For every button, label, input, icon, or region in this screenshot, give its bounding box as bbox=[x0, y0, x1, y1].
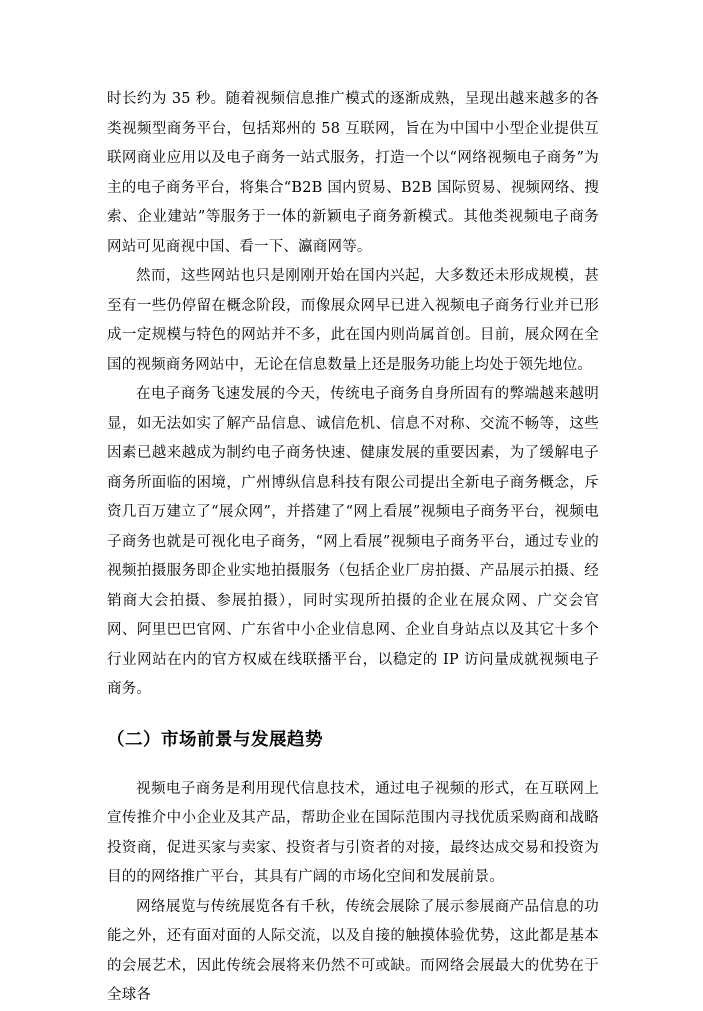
paragraph-5: 网络展览与传统展览各有千秋，传统会展除了展示参展商产品信息的功能之外，还有面对面的人际交流，以及自接的触摸体验优势，这此都是基本的会展艺术，因此传统会展将来仍然不可或缺。而网络会展最大的优势在于全球各 bbox=[107, 898, 599, 1003]
document-page bbox=[107, 85, 599, 1011]
paragraph-3: 在电子商务飞速发展的今天，传统电子商务自身所固有的弊端越来越明显，如无法如实了解产品信息、诚信危机、信息不对称、交流不畅等，这些因素已越来越成为制约电子商务快速、健康发展的重要因素，为了缓解电子商务所面临的困境，广州博纵信息科技有限公司提出全新电子商务概念，斥资几百万建立了“展众网”，并搭建了“网上看展”视频电子商务平台，视频电子商务也就是可视化电子商务，“网上看展”视频电子商务平台，通过专业的视频拍摄服务即企业实地拍摄服务（包括企业厂房拍摄、产品展示拍摄、经销商大会拍摄、参展拍摄），同时实现所拍摄的企业在展众网、广交会官网、阿里巴巴官网、广东省中小企业信息网、企业自身站点以及其它十多个行业网站在内的官方权威在线联播平台，以稳定的 IP 访问量成就视频电子商务。 bbox=[107, 386, 599, 697]
paragraph-4: 视频电子商务是利用现代信息技术，通过电子视频的形式，在互联网上宣传推介中小企业及其产品，帮助企业在国际范围内寻找优质采购商和战略投资商，促进买家与卖家、投资者与引资者的对接，最终达成交易和投资为目的的网络推广平台，其具有广阔的市场化空间和发展前景。 bbox=[107, 780, 599, 885]
paragraph-2: 然而，这些网站也只是刚刚开始在国内兴起，大多数还未形成规模，甚至有一些仍停留在概念阶段，而像展众网早已进入视频电子商务行业并已形成一定规模与特色的网站并不多，此在国内则尚属首创。目前，展众网在全国的视频商务网站中，无论在信息数量上还是服务功能上均处于领先地位。 bbox=[107, 268, 599, 373]
paragraph-1: 时长约为 35 秒。随着视频信息推广模式的逐渐成熟，呈现出越来越多的各类视频型商务平台，包括郑州的 58 互联网，旨在为中国中小型企业提供互联网商业应用以及电子商务一站式服务，打造一个以“网络视频电子商务”为主的电子商务平台，将集合“B2B 国内贸易、B2B 国际贸易、视频网络、搜索、企业建站”等服务于一体的新颖电子商务新模式。其他类视频电子商务网站可见商视中国、看一下、瀛商网等。 bbox=[107, 91, 599, 255]
section-heading: （二）市场前景与发展趋势 bbox=[107, 729, 323, 750]
